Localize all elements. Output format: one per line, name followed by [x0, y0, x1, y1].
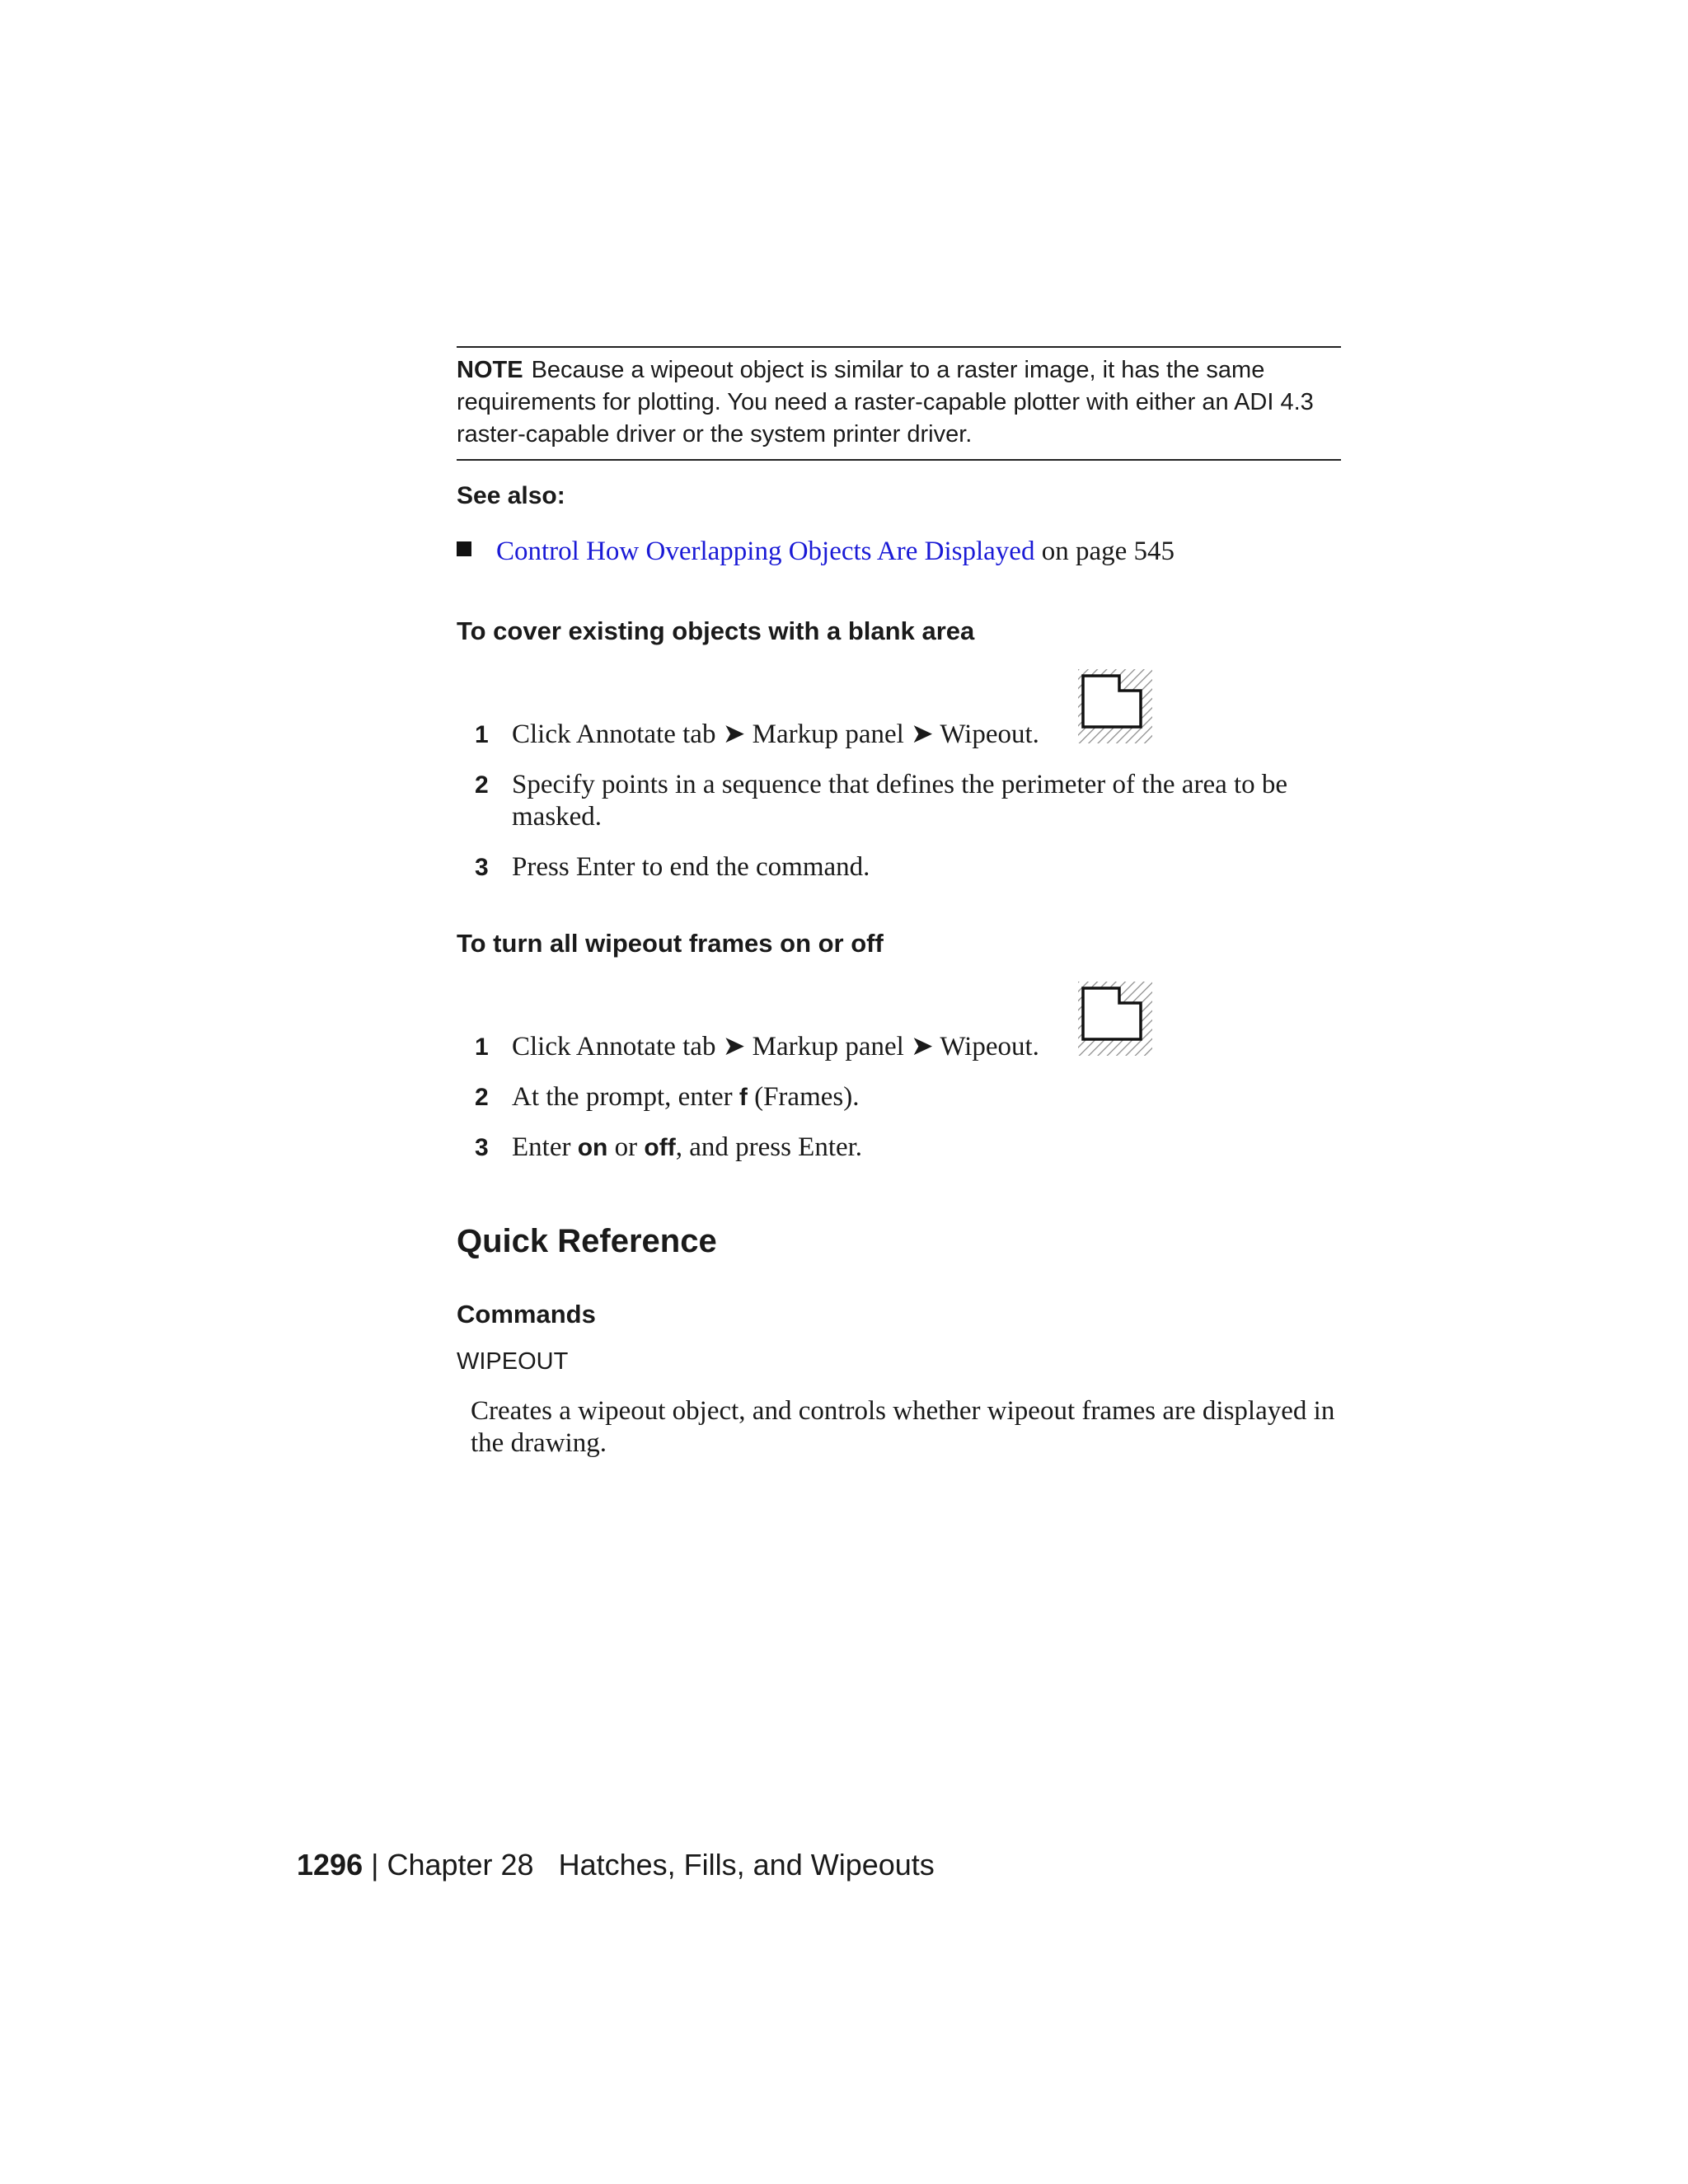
- step-text-pre: Enter: [512, 1132, 578, 1162]
- procedure-step: [457, 1132, 1341, 1164]
- step-keyword: off: [644, 1134, 676, 1161]
- step-text-pre: At the prompt, enter: [512, 1082, 739, 1112]
- step-number: 1: [475, 721, 489, 748]
- see-also-item: [457, 535, 1341, 568]
- wipeout-icon: [1078, 982, 1152, 1056]
- step-text-post: , and press Enter.: [675, 1132, 863, 1162]
- step-text: Click Annotate tab ➤ Markup panel ➤ Wipeout.: [512, 1032, 1039, 1062]
- procedure-heading-frames: To turn all wipeout frames on or off: [457, 929, 884, 958]
- bullet-square-icon: [457, 541, 471, 556]
- procedure-step: [457, 851, 1341, 883]
- step-text-mid: or: [607, 1132, 645, 1162]
- commands-heading: Commands: [457, 1300, 596, 1329]
- step-text: Press Enter to end the command.: [512, 852, 870, 882]
- procedure-step: [457, 719, 1341, 751]
- footer-separator: |: [363, 1848, 387, 1882]
- command-description: Creates a wipeout object, and controls whether wipeout frames are displayed in the drawing.: [471, 1396, 1335, 1458]
- note-box: [457, 346, 1341, 461]
- page-footer: [297, 1848, 935, 1882]
- step-number: 2: [475, 1084, 489, 1111]
- note-text: Because a wipeout object is similar to a raster image, it has the same requirements for plotting. You need a raster-capable plotter with either an ADI 4.3 raster-capable driver or the system printer driver.: [457, 357, 1314, 448]
- step-text-post: (Frames).: [747, 1082, 860, 1112]
- page-number: 1296: [297, 1848, 363, 1882]
- procedure-step: [457, 1081, 1341, 1113]
- step-text: Specify points in a sequence that defines the perimeter of the area to be masked.: [512, 770, 1288, 832]
- step-text: [512, 1081, 1341, 1113]
- footer-chapter-title: Hatches, Fills, and Wipeouts: [558, 1848, 935, 1882]
- quick-reference-title: Quick Reference: [457, 1223, 717, 1259]
- step-number: 1: [475, 1033, 489, 1061]
- see-also-heading: See also:: [457, 482, 565, 509]
- see-also-link[interactable]: Control How Overlapping Objects Are Displayed: [496, 537, 1035, 566]
- note-label: NOTE: [457, 357, 523, 383]
- step-text: [512, 1132, 1341, 1164]
- step-text: Click Annotate tab ➤ Markup panel ➤ Wipeout.: [512, 719, 1039, 749]
- procedure-step: [457, 1031, 1341, 1063]
- see-also-link-suffix: on page 545: [1034, 537, 1175, 566]
- step-keyword: f: [738, 1084, 748, 1111]
- step-keyword: on: [577, 1134, 608, 1161]
- command-name: WIPEOUT: [457, 1348, 569, 1375]
- step-number: 3: [475, 1134, 489, 1161]
- step-number: 3: [475, 854, 489, 881]
- footer-chapter: Chapter 28: [387, 1848, 534, 1882]
- procedure-step: [457, 769, 1341, 833]
- step-number: 2: [475, 771, 489, 799]
- procedure-heading-cover: To cover existing objects with a blank area: [457, 616, 975, 645]
- wipeout-icon: [1078, 669, 1152, 743]
